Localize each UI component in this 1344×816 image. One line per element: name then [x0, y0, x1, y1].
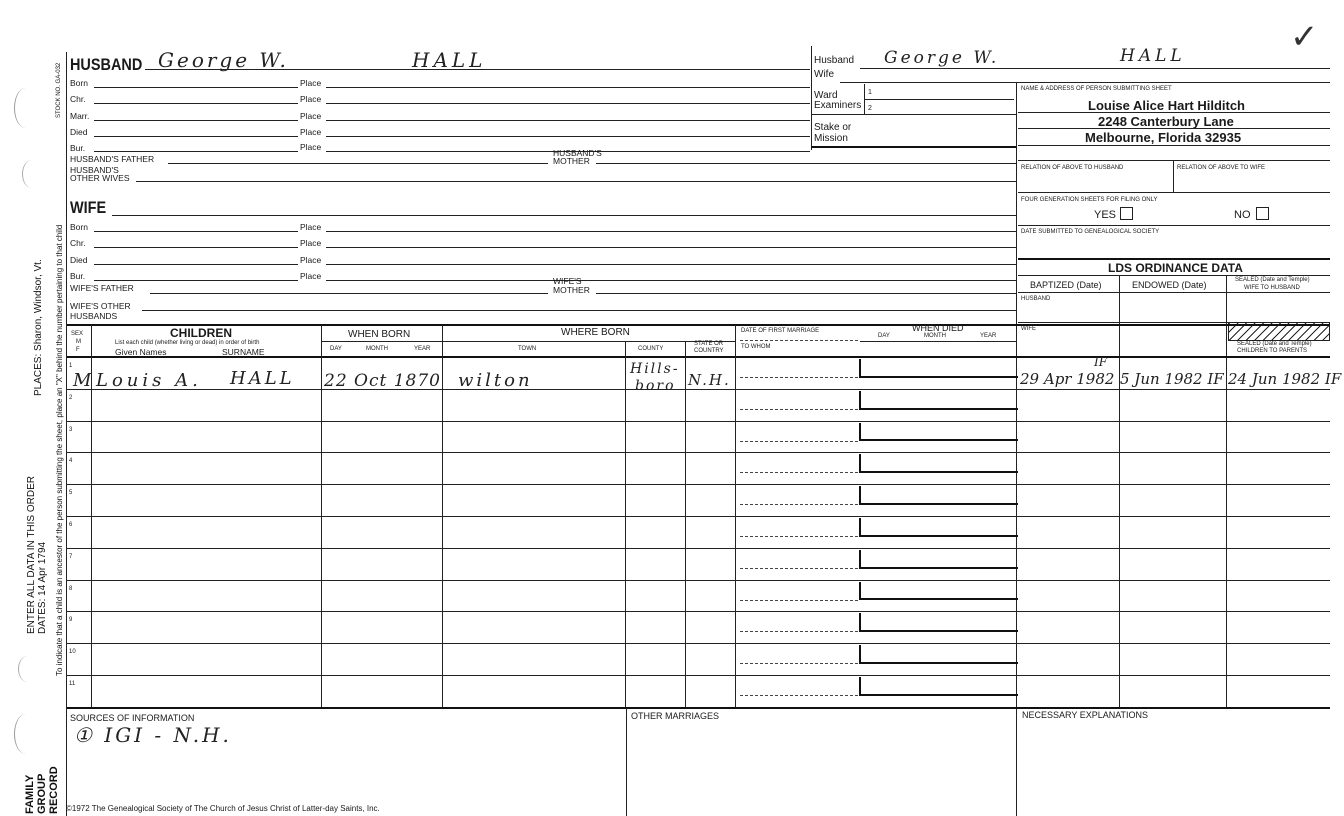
child1-baptized[interactable]: 29 Apr 1982: [1020, 370, 1115, 388]
lds-row-line: [1016, 389, 1330, 390]
relation-divider: [1173, 160, 1174, 192]
date-submitted-label: DATE SUBMITTED TO GENEALOGICAL SOCIETY: [1021, 229, 1160, 235]
child1-given-name[interactable]: Louis A.: [96, 370, 202, 391]
lds-row-line: [1016, 421, 1330, 422]
husband-other-wives-label-1: HUSBAND'S: [70, 165, 119, 175]
wife-heading: WIFE: [70, 198, 107, 217]
lds-row-line: [1016, 580, 1330, 581]
husband-name-line: [145, 69, 810, 70]
lds-col-divider-1: [1119, 275, 1120, 707]
yes-label: YES: [1094, 209, 1117, 221]
died-date-field[interactable]: [859, 645, 1018, 664]
child-row-number: 1: [69, 363, 73, 369]
marriage-dash-line[interactable]: [740, 631, 858, 632]
husband-chr-place-line[interactable]: [326, 103, 810, 104]
col-town-divider: [625, 341, 626, 707]
husband-born-label: Born: [70, 78, 88, 88]
husband-marr-place-line[interactable]: [326, 120, 810, 121]
relation-wife-label: RELATION OF ABOVE TO WIFE: [1177, 165, 1266, 171]
child1-state[interactable]: N.H.: [688, 371, 731, 389]
table-row-line: [66, 421, 1016, 422]
child1-sex[interactable]: M: [73, 370, 92, 391]
child1-sealed[interactable]: 24 Jun 1982 IF: [1228, 370, 1342, 388]
punch-hole: [18, 656, 37, 682]
marriage-header-dash: [740, 340, 858, 341]
lds-title-line: [1018, 275, 1330, 276]
examiners-label: Examiners: [814, 100, 862, 111]
no-label: NO: [1234, 209, 1251, 221]
husband-chr-line[interactable]: [94, 103, 298, 104]
husband-other-wives-label-2: OTHER WIVES: [70, 173, 130, 183]
died-date-field[interactable]: [859, 550, 1018, 569]
where-born-subline: [443, 341, 735, 342]
husband-surname[interactable]: HALL: [412, 48, 487, 72]
husband-given-names[interactable]: George W.: [158, 48, 289, 72]
marriage-dash-line[interactable]: [740, 568, 858, 569]
sex-label: SEX: [71, 331, 84, 337]
copyright: ©1972 The Genealogical Society of The Church of Jesus Christ of Latter-day Saints, Inc.: [66, 804, 380, 813]
sealed-children-header-1: SEALED (Date and Temple): [1237, 341, 1312, 347]
no-checkbox[interactable]: [1256, 207, 1269, 220]
lds-row-line: [1016, 548, 1330, 549]
sex-m-label: M: [76, 339, 81, 345]
enter-all-note: ENTER ALL DATA IN THIS ORDER: [26, 476, 37, 634]
submitter-line-2: 2248 Canterbury Lane: [1098, 114, 1234, 129]
examiner-2-number: 2: [868, 105, 872, 112]
examiners-mid-line: [864, 99, 1014, 100]
lds-header-line: [1018, 292, 1330, 293]
punch-hole: [14, 88, 37, 128]
husband-died-line[interactable]: [94, 136, 298, 137]
marriage-dash-line[interactable]: [740, 695, 858, 696]
lds-row-line: [1016, 643, 1330, 644]
born-year-label: YEAR: [414, 346, 431, 352]
wife-other-husbands-label-2: HUSBANDS: [70, 311, 118, 321]
sealed-husband-header-2: WIFE TO HUSBAND: [1244, 285, 1300, 291]
husband-died-place-label: Place: [300, 127, 322, 137]
stock-number: STOCK NO. GA-032: [56, 62, 62, 118]
wife-bur-place-label: Place: [300, 271, 322, 281]
right-top-thick-line: [811, 146, 1017, 148]
baptized-header: BAPTIZED (Date): [1030, 280, 1102, 290]
marriage-dash-line[interactable]: [740, 663, 858, 664]
right-husband-line: [860, 68, 1330, 69]
form-title-2: GROUP: [36, 773, 48, 814]
table-row-line: [66, 611, 1016, 612]
husband-born-place-line[interactable]: [326, 87, 810, 88]
table-row-line: [66, 643, 1016, 644]
husband-mother-label-2: MOTHER: [553, 156, 590, 166]
form-title-1: FAMILY: [24, 774, 36, 814]
husband-mother-label-1: HUSBAND'S: [553, 148, 602, 158]
child-row-number: 6: [69, 522, 73, 528]
husband-marr-label: Marr.: [70, 111, 90, 121]
marriage-dash-line[interactable]: [740, 441, 858, 442]
lds-row-line: [1016, 675, 1330, 676]
sources-label: SOURCES OF INFORMATION: [70, 713, 195, 723]
husband-chr-label: Chr.: [70, 94, 86, 104]
relation-bottom-line: [1018, 192, 1330, 193]
other-marriages-label: OTHER MARRIAGES: [631, 711, 720, 721]
children-table-top: [66, 324, 1330, 326]
table-row-line: [66, 516, 1016, 517]
born-day-label: DAY: [330, 346, 342, 352]
child1-endowed[interactable]: 5 Jun 1982 IF: [1120, 370, 1224, 388]
form-title-3: RECORD: [48, 766, 60, 814]
child-row-number: 9: [69, 617, 73, 624]
wife-chr-place-line[interactable]: [326, 247, 1016, 248]
submitter-rule-1: [1018, 112, 1330, 113]
husband-mother-line[interactable]: [596, 163, 1016, 164]
husband-father-label: HUSBAND'S FATHER: [70, 154, 155, 164]
sealed-husband-header-1: SEALED (Date and Temple): [1235, 277, 1310, 283]
county-label: COUNTY: [638, 346, 664, 352]
lds-row-line: [1016, 484, 1330, 485]
instruction-text: To indicate that a child is an ancestor of the person submitting the sheet, place an "X" behind the number pertaining to that child: [55, 224, 64, 676]
footer-divider: [626, 708, 627, 816]
submitter-line-3: Melbourne, Florida 32935: [1085, 130, 1242, 145]
child1-county-2[interactable]: boro: [635, 378, 676, 394]
child-row-number: 7: [69, 553, 73, 560]
child1-baptized-note[interactable]: IF: [1094, 355, 1108, 369]
husband-marr-line[interactable]: [94, 120, 298, 121]
when-born-subline: [322, 341, 442, 342]
punch-hole: [22, 160, 41, 188]
table-row-line: [66, 580, 1016, 581]
table-row-line: [66, 389, 1016, 390]
stake-label-1: Stake or: [814, 122, 852, 133]
wife-born-place-label: Place: [300, 222, 322, 232]
wife-father-label: WIFE'S FATHER: [70, 283, 134, 293]
husband-bur-label: Bur.: [70, 143, 86, 153]
submitter-line-1: Louise Alice Hart Hilditch: [1088, 98, 1245, 113]
yes-checkbox[interactable]: [1120, 207, 1133, 220]
marriage-dash-line[interactable]: [740, 536, 858, 537]
right-wife-label: Wife: [814, 69, 834, 80]
necessary-explanations-label: NECESSARY EXPLANATIONS: [1022, 710, 1149, 720]
husband-marr-place-label: Place: [300, 111, 322, 121]
born-month-label: MONTH: [366, 346, 388, 352]
husband-died-place-line[interactable]: [326, 136, 810, 137]
wife-died-place-label: Place: [300, 255, 322, 265]
child1-county-1[interactable]: Hills-: [630, 361, 680, 377]
child-row-number: 5: [69, 490, 73, 497]
stake-label-2: Mission: [814, 133, 848, 144]
submitter-label: NAME & ADDRESS OF PERSON SUBMITTING SHEET: [1021, 86, 1172, 92]
husband-born-place-label: Place: [300, 78, 322, 88]
children-sublabel: List each child (whether living or dead) in order of birth: [115, 340, 260, 346]
wife-other-husbands-label-1: WIFE'S OTHER: [70, 301, 131, 311]
relation-husband-label: RELATION OF ABOVE TO HUSBAND: [1021, 165, 1124, 171]
wife-name-line[interactable]: [112, 215, 1016, 216]
table-row-line: [66, 675, 1016, 676]
died-date-field[interactable]: [859, 582, 1018, 601]
lds-row-line: [1016, 516, 1330, 517]
marriage-dash-line[interactable]: [740, 377, 858, 378]
died-date-field[interactable]: [859, 454, 1018, 473]
died-date-field[interactable]: [859, 677, 1018, 696]
husband-died-label: Died: [70, 127, 88, 137]
husband-heading: HUSBAND: [70, 55, 143, 74]
wife-bur-label: Bur.: [70, 271, 86, 281]
wife-mother-label-1: WIFE'S: [553, 276, 582, 286]
child-row-number: 10: [69, 649, 76, 656]
to-whom-label: TO WHOM: [741, 344, 771, 350]
when-died-subline: [860, 341, 1016, 342]
died-date-field[interactable]: [859, 391, 1018, 410]
husband-other-wives-line[interactable]: [136, 181, 1016, 182]
table-row-line: [66, 548, 1016, 549]
lds-husband-row-label: HUSBAND: [1021, 296, 1051, 302]
wife-bur-line[interactable]: [94, 280, 298, 281]
died-date-field[interactable]: [859, 423, 1018, 442]
husband-bur-line[interactable]: [94, 151, 298, 152]
marriage-dash-line[interactable]: [740, 409, 858, 410]
table-row-line: [66, 452, 1016, 453]
examiner-1-number: 1: [868, 89, 872, 96]
form-left-border: [66, 52, 67, 816]
state-label-2: COUNTRY: [694, 348, 724, 354]
four-gen-bottom-line: [1018, 225, 1330, 226]
right-husband-given[interactable]: George W.: [884, 48, 1000, 68]
died-day-label: DAY: [878, 333, 890, 339]
child1-birth-date[interactable]: 22 Oct 1870: [324, 371, 441, 391]
wife-mother-line[interactable]: [596, 293, 1016, 294]
state-label-1: STATE OR: [694, 341, 724, 347]
husband-chr-place-label: Place: [300, 94, 322, 104]
marriage-dash-line[interactable]: [740, 504, 858, 505]
children-label: CHILDREN: [170, 326, 232, 340]
right-husband-label: Husband: [814, 55, 855, 66]
husband-bur-place-label: Place: [300, 142, 322, 152]
died-date-field[interactable]: [859, 359, 1018, 378]
wife-chr-line[interactable]: [94, 247, 298, 248]
town-label: TOWN: [518, 346, 537, 352]
examiners-bottom-line: [812, 114, 1016, 115]
wife-chr-label: Chr.: [70, 238, 86, 248]
died-month-label: MONTH: [924, 333, 946, 339]
wife-other-husbands-line[interactable]: [142, 310, 1016, 311]
lds-top-thick-line: [1018, 258, 1330, 260]
child-row-number: 8: [69, 585, 73, 592]
footer-top-line: [66, 707, 1330, 709]
when-born-label: WHEN BORN: [348, 329, 411, 340]
submitter-rule-3: [1018, 145, 1330, 146]
child1-birth-town[interactable]: wilton: [458, 370, 533, 391]
wife-died-label: Died: [70, 255, 88, 265]
wife-father-line[interactable]: [150, 293, 548, 294]
wife-died-line[interactable]: [94, 264, 298, 265]
places-note: PLACES: Sharon, Windsor, Vt.: [33, 259, 44, 396]
wife-bur-place-line[interactable]: [326, 280, 1016, 281]
sources-value[interactable]: ① IGI - N.H.: [74, 723, 232, 747]
died-year-label: YEAR: [980, 333, 997, 339]
ward-label: Ward: [814, 90, 838, 101]
right-panel-top-divider: [811, 46, 812, 150]
four-gen-label: FOUR GENERATION SHEETS FOR FILING ONLY: [1021, 197, 1158, 203]
surname-label: SURNAME: [222, 347, 265, 357]
died-date-field[interactable]: [859, 486, 1018, 505]
marriage-dash-line[interactable]: [740, 472, 858, 473]
child-row-number: 3: [69, 426, 73, 433]
given-names-label: Given Names: [115, 347, 167, 357]
lds-wife-row-label: WIFE: [1021, 326, 1036, 332]
sex-f-label: F: [76, 347, 80, 353]
husband-born-line[interactable]: [94, 87, 298, 88]
dates-note: DATES: 14 Apr 1794: [37, 541, 48, 634]
sealed-children-header-2: CHILDREN TO PARENTS: [1237, 348, 1308, 354]
right-wife-line[interactable]: [840, 82, 1330, 83]
when-died-label: WHEN DIED: [912, 323, 964, 333]
lds-col-divider-2: [1226, 275, 1227, 707]
first-marriage-label: DATE OF FIRST MARRIAGE: [741, 328, 820, 334]
child1-surname[interactable]: HALL: [230, 368, 295, 389]
husband-father-line[interactable]: [168, 163, 548, 164]
right-husband-surname[interactable]: HALL: [1120, 46, 1186, 66]
col-county-divider: [685, 341, 686, 707]
wife-mother-label-2: MOTHER: [553, 285, 590, 295]
where-born-label: WHERE BORN: [561, 327, 630, 338]
marriage-dash-line[interactable]: [740, 600, 858, 601]
submitter-rule-2: [1018, 128, 1330, 129]
wife-born-place-line[interactable]: [326, 231, 1016, 232]
lds-row-line: [1016, 611, 1330, 612]
right-upper-divider: [1018, 160, 1330, 161]
lds-title: LDS ORDINANCE DATA: [1108, 261, 1243, 275]
punch-hole: [14, 714, 37, 754]
lds-row-line: [1016, 452, 1330, 453]
died-date-field[interactable]: [859, 613, 1018, 632]
wife-born-label: Born: [70, 222, 88, 232]
wife-chr-place-label: Place: [300, 238, 322, 248]
wife-died-place-line[interactable]: [326, 264, 1016, 265]
children-header-bottom: [66, 356, 1330, 358]
child-row-number: 4: [69, 458, 73, 465]
wife-born-line[interactable]: [94, 231, 298, 232]
died-date-field[interactable]: [859, 518, 1018, 537]
child-row-number: 11: [69, 681, 76, 687]
table-row-line: [66, 484, 1016, 485]
endowed-header: ENDOWED (Date): [1132, 280, 1207, 290]
check-mark: ✓: [1290, 17, 1319, 57]
child-row-number: 2: [69, 394, 73, 401]
